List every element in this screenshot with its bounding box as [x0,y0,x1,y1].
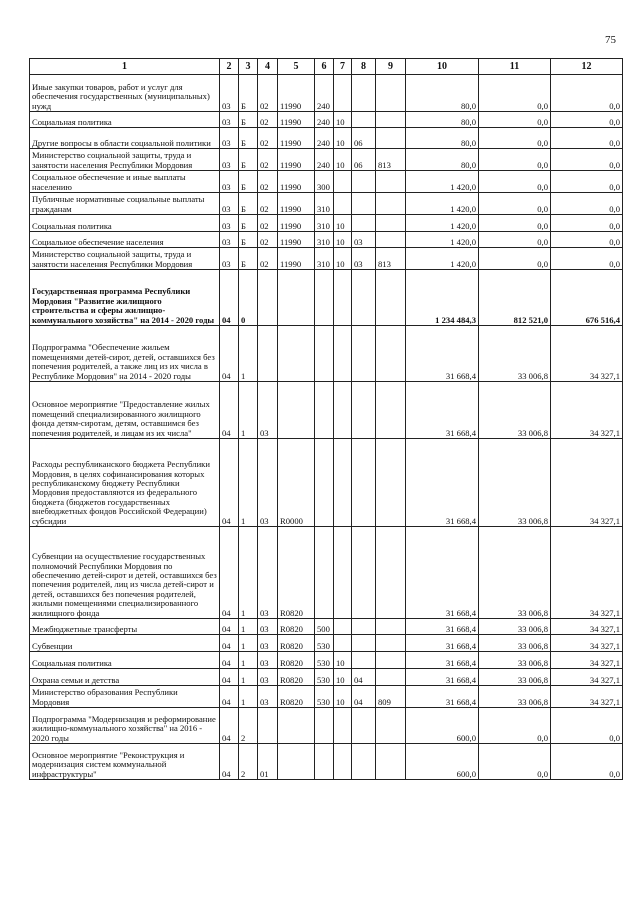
table-row [30,112,623,128]
row-name: Социальная политика [30,652,220,669]
amount-col11: 0,0 [479,75,551,112]
code-expense-type: 240 [315,112,334,128]
code-direction: 11990 [278,232,315,248]
amount-col10: 80,0 [406,112,479,128]
amount-col12: 34 327,1 [551,652,623,669]
code-direction: R0820 [278,527,315,619]
amount-col10: 600,0 [406,744,479,780]
table-row [30,128,623,149]
amount-col10: 1 420,0 [406,232,479,248]
code-ministry [376,635,406,652]
code-gp: 03 [220,232,239,248]
amount-col12: 34 327,1 [551,686,623,708]
table-row [30,270,623,326]
code-section: 10 [334,652,352,669]
amount-col10: 31 668,4 [406,619,479,635]
code-expense-type [315,326,334,382]
code-subsection [352,75,376,112]
amount-col11: 33 006,8 [479,527,551,619]
row-name: Подпрограмма "Обеспечение жильем помещениями детей-сирот, детей, оставшихся без попечения родителей, а также лиц из их числа в Республике Мордовия" на 2014 - 2020 годы [30,326,220,382]
amount-col11: 33 006,8 [479,635,551,652]
amount-col11: 33 006,8 [479,439,551,527]
table-row [30,193,623,215]
table-row [30,744,623,780]
code-subsection [352,744,376,780]
code-subsection [352,193,376,215]
row-name: Социальная политика [30,215,220,232]
code-ministry [376,270,406,326]
amount-col11: 33 006,8 [479,686,551,708]
code-sub: 2 [239,744,258,780]
code-event [258,326,278,382]
code-sub: Б [239,248,258,270]
row-name: Министерство социальной защиты, труда и занятости населения Республики Мордовия [30,149,220,171]
code-section [334,708,352,744]
row-name: Основное мероприятие "Предоставление жилых помещений специализированного жилищного фонда детям-сиротам, детям, оставшимся без попечения родителей, и лицам из их числа" [30,382,220,439]
code-sub: 1 [239,686,258,708]
amount-col12: 0,0 [551,248,623,270]
code-ministry: 809 [376,686,406,708]
code-expense-type [315,744,334,780]
code-gp: 03 [220,128,239,149]
amount-col11: 0,0 [479,215,551,232]
amount-col12: 0,0 [551,215,623,232]
amount-col12: 676 516,4 [551,270,623,326]
code-gp: 04 [220,326,239,382]
code-section [334,270,352,326]
code-sub: Б [239,112,258,128]
code-section: 10 [334,686,352,708]
code-event: 02 [258,215,278,232]
code-subsection [352,439,376,527]
col-header: 10 [406,59,479,75]
code-section: 10 [334,232,352,248]
header-row [30,59,623,75]
code-expense-type: 300 [315,171,334,193]
code-event: 02 [258,75,278,112]
code-expense-type: 530 [315,669,334,686]
table-row [30,439,623,527]
amount-col12: 34 327,1 [551,669,623,686]
code-sub: Б [239,171,258,193]
code-event: 02 [258,128,278,149]
amount-col11: 0,0 [479,128,551,149]
code-section: 10 [334,669,352,686]
row-name: Расходы республиканского бюджета Республики Мордовия, в целях софинансирования которых республиканскому бюджету Республики Мордовия предоставляются из федерального бюджета (бюджетов государственных внебюджетных фондов Российской Федерации) субсидии [30,439,220,527]
code-ministry [376,232,406,248]
code-expense-type: 310 [315,248,334,270]
code-gp: 03 [220,149,239,171]
code-expense-type [315,708,334,744]
code-subsection: 04 [352,669,376,686]
code-gp: 04 [220,669,239,686]
row-name: Иные закупки товаров, работ и услуг для обеспечения государственных (муниципальных) нужд [30,75,220,112]
code-ministry [376,112,406,128]
amount-col11: 0,0 [479,708,551,744]
code-ministry [376,128,406,149]
code-sub: 1 [239,326,258,382]
code-section: 10 [334,112,352,128]
code-event: 02 [258,248,278,270]
amount-col10: 31 668,4 [406,635,479,652]
code-expense-type: 530 [315,686,334,708]
code-direction [278,326,315,382]
code-subsection [352,270,376,326]
code-section [334,382,352,439]
code-expense-type: 240 [315,128,334,149]
code-gp: 04 [220,686,239,708]
code-expense-type: 310 [315,232,334,248]
code-direction: 11990 [278,112,315,128]
table-row [30,652,623,669]
code-section [334,75,352,112]
code-event: 03 [258,439,278,527]
table-row [30,686,623,708]
code-subsection: 03 [352,232,376,248]
code-sub: 1 [239,652,258,669]
code-section: 10 [334,215,352,232]
code-expense-type: 500 [315,619,334,635]
code-ministry [376,171,406,193]
code-direction: 11990 [278,128,315,149]
code-expense-type: 530 [315,635,334,652]
code-direction: R0820 [278,635,315,652]
code-section [334,439,352,527]
code-sub: 1 [239,619,258,635]
amount-col11: 0,0 [479,112,551,128]
code-expense-type: 530 [315,652,334,669]
page-number: 75 [605,34,616,46]
code-direction: 11990 [278,248,315,270]
table-body [30,75,623,780]
col-header: 8 [352,59,376,75]
row-name: Социальное обеспечение и иные выплаты населению [30,171,220,193]
code-ministry: 813 [376,248,406,270]
amount-col10: 31 668,4 [406,669,479,686]
amount-col10: 31 668,4 [406,686,479,708]
code-direction: 11990 [278,171,315,193]
code-gp: 04 [220,708,239,744]
amount-col11: 33 006,8 [479,652,551,669]
col-header: 7 [334,59,352,75]
amount-col12: 0,0 [551,112,623,128]
code-sub: Б [239,193,258,215]
row-name: Охрана семьи и детства [30,669,220,686]
amount-col10: 80,0 [406,149,479,171]
row-name: Межбюджетные трансферты [30,619,220,635]
table-row [30,669,623,686]
row-name: Социальная политика [30,112,220,128]
code-gp: 04 [220,439,239,527]
code-event: 03 [258,686,278,708]
code-section [334,326,352,382]
amount-col10: 31 668,4 [406,382,479,439]
amount-col10: 1 420,0 [406,193,479,215]
col-header: 3 [239,59,258,75]
code-ministry [376,619,406,635]
code-sub: 1 [239,635,258,652]
code-expense-type: 240 [315,75,334,112]
code-section [334,171,352,193]
amount-col10: 80,0 [406,75,479,112]
amount-col12: 0,0 [551,193,623,215]
code-gp: 03 [220,215,239,232]
code-ministry: 813 [376,149,406,171]
code-ministry [376,669,406,686]
code-direction: R0820 [278,652,315,669]
code-section [334,527,352,619]
code-section [334,744,352,780]
amount-col10: 31 668,4 [406,527,479,619]
table-row [30,326,623,382]
code-subsection [352,635,376,652]
amount-col11: 33 006,8 [479,382,551,439]
code-event: 03 [258,382,278,439]
col-header: 6 [315,59,334,75]
code-subsection [352,382,376,439]
amount-col11: 33 006,8 [479,326,551,382]
table-row [30,619,623,635]
amount-col12: 34 327,1 [551,527,623,619]
code-event: 02 [258,193,278,215]
code-ministry [376,215,406,232]
code-sub: 1 [239,382,258,439]
amount-col12: 0,0 [551,232,623,248]
code-ministry [376,527,406,619]
code-gp: 03 [220,75,239,112]
code-direction: 11990 [278,193,315,215]
row-name: Социальное обеспечение населения [30,232,220,248]
code-direction [278,744,315,780]
code-sub: Б [239,232,258,248]
code-direction: 11990 [278,215,315,232]
row-name: Субвенции на осуществление государственных полномочий Республики Мордовия по обеспечению детей-сирот и детей, оставшихся без попечения родителей, лиц из числа детей-сирот и детей, оставшихся без попечения родителей, жилыми помещениями специализированного жилищного фонда [30,527,220,619]
table-row [30,635,623,652]
code-event: 03 [258,635,278,652]
code-event: 03 [258,652,278,669]
amount-col12: 0,0 [551,708,623,744]
code-event: 01 [258,744,278,780]
code-section [334,619,352,635]
code-sub: 0 [239,270,258,326]
code-direction: R0820 [278,619,315,635]
code-sub: Б [239,75,258,112]
code-gp: 03 [220,171,239,193]
table-row [30,232,623,248]
code-direction [278,270,315,326]
amount-col11: 0,0 [479,193,551,215]
code-gp: 04 [220,744,239,780]
code-direction [278,382,315,439]
amount-col10: 80,0 [406,128,479,149]
code-section: 10 [334,248,352,270]
col-header: 4 [258,59,278,75]
code-subsection: 06 [352,128,376,149]
amount-col10: 1 234 484,3 [406,270,479,326]
code-subsection [352,112,376,128]
code-ministry [376,75,406,112]
code-sub: 1 [239,527,258,619]
table-row [30,527,623,619]
row-name: Публичные нормативные социальные выплаты гражданам [30,193,220,215]
code-subsection [352,619,376,635]
code-sub: 1 [239,439,258,527]
code-subsection: 03 [352,248,376,270]
code-expense-type [315,382,334,439]
code-expense-type: 240 [315,149,334,171]
col-header: 11 [479,59,551,75]
code-ministry [376,382,406,439]
table-row [30,75,623,112]
code-expense-type [315,439,334,527]
amount-col11: 0,0 [479,248,551,270]
amount-col11: 0,0 [479,232,551,248]
code-ministry [376,193,406,215]
amount-col12: 0,0 [551,744,623,780]
amount-col12: 0,0 [551,128,623,149]
code-subsection [352,326,376,382]
amount-col11: 812 521,0 [479,270,551,326]
row-name: Государственная программа Республики Мордовия "Развитие жилищного строительства и сферы жилищно-коммунального хозяйства" на 2014 - 2020 годы [30,270,220,326]
code-section [334,193,352,215]
code-section: 10 [334,149,352,171]
code-subsection [352,652,376,669]
amount-col10: 31 668,4 [406,652,479,669]
code-ministry [376,326,406,382]
code-gp: 04 [220,527,239,619]
row-name: Субвенции [30,635,220,652]
code-event: 02 [258,232,278,248]
code-gp: 03 [220,248,239,270]
col-header: 9 [376,59,406,75]
code-sub: Б [239,149,258,171]
amount-col10: 1 420,0 [406,215,479,232]
code-event: 02 [258,112,278,128]
amount-col11: 0,0 [479,744,551,780]
row-name: Подпрограмма "Модернизация и реформирование жилищно-коммунального хозяйства" на 2016 - 2020 годы [30,708,220,744]
code-section: 10 [334,128,352,149]
row-name: Основное мероприятие "Реконструкция и модернизация систем коммунальной инфраструктуры" [30,744,220,780]
code-subsection [352,171,376,193]
code-expense-type: 310 [315,215,334,232]
col-header: 5 [278,59,315,75]
amount-col10: 1 420,0 [406,171,479,193]
amount-col11: 33 006,8 [479,669,551,686]
code-ministry [376,744,406,780]
code-direction: 11990 [278,75,315,112]
code-ministry [376,708,406,744]
amount-col12: 34 327,1 [551,439,623,527]
code-subsection [352,527,376,619]
col-header: 1 [30,59,220,75]
code-sub: 2 [239,708,258,744]
amount-col10: 31 668,4 [406,326,479,382]
amount-col12: 34 327,1 [551,382,623,439]
code-sub: 1 [239,669,258,686]
budget-table [29,58,623,780]
table-row [30,248,623,270]
amount-col11: 0,0 [479,171,551,193]
code-direction: R0820 [278,686,315,708]
code-gp: 04 [220,270,239,326]
code-expense-type [315,270,334,326]
amount-col12: 34 327,1 [551,326,623,382]
code-subsection [352,215,376,232]
code-subsection: 06 [352,149,376,171]
code-gp: 04 [220,619,239,635]
amount-col12: 34 327,1 [551,635,623,652]
code-event: 03 [258,669,278,686]
amount-col12: 0,0 [551,171,623,193]
code-sub: Б [239,128,258,149]
amount-col10: 1 420,0 [406,248,479,270]
code-direction: R0000 [278,439,315,527]
amount-col11: 0,0 [479,149,551,171]
row-name: Министерство социальной защиты, труда и занятости населения Республики Мордовия [30,248,220,270]
code-direction [278,708,315,744]
code-expense-type [315,527,334,619]
table-row [30,382,623,439]
amount-col12: 0,0 [551,75,623,112]
amount-col12: 0,0 [551,149,623,171]
code-gp: 03 [220,193,239,215]
code-event: 03 [258,619,278,635]
code-section [334,635,352,652]
table-row [30,215,623,232]
code-gp: 04 [220,652,239,669]
code-direction: R0820 [278,669,315,686]
col-header: 2 [220,59,239,75]
code-gp: 04 [220,382,239,439]
table-row [30,171,623,193]
code-gp: 04 [220,635,239,652]
table-row [30,708,623,744]
code-gp: 03 [220,112,239,128]
amount-col11: 33 006,8 [479,619,551,635]
code-sub: Б [239,215,258,232]
amount-col10: 600,0 [406,708,479,744]
code-event: 03 [258,527,278,619]
code-event [258,270,278,326]
code-event: 02 [258,149,278,171]
code-subsection [352,708,376,744]
row-name: Другие вопросы в области социальной политики [30,128,220,149]
code-ministry [376,652,406,669]
table-row [30,149,623,171]
code-expense-type: 310 [315,193,334,215]
col-header: 12 [551,59,623,75]
code-subsection: 04 [352,686,376,708]
code-event: 02 [258,171,278,193]
code-direction: 11990 [278,149,315,171]
code-event [258,708,278,744]
code-ministry [376,439,406,527]
amount-col10: 31 668,4 [406,439,479,527]
amount-col12: 34 327,1 [551,619,623,635]
row-name: Министерство образования Республики Мордовия [30,686,220,708]
